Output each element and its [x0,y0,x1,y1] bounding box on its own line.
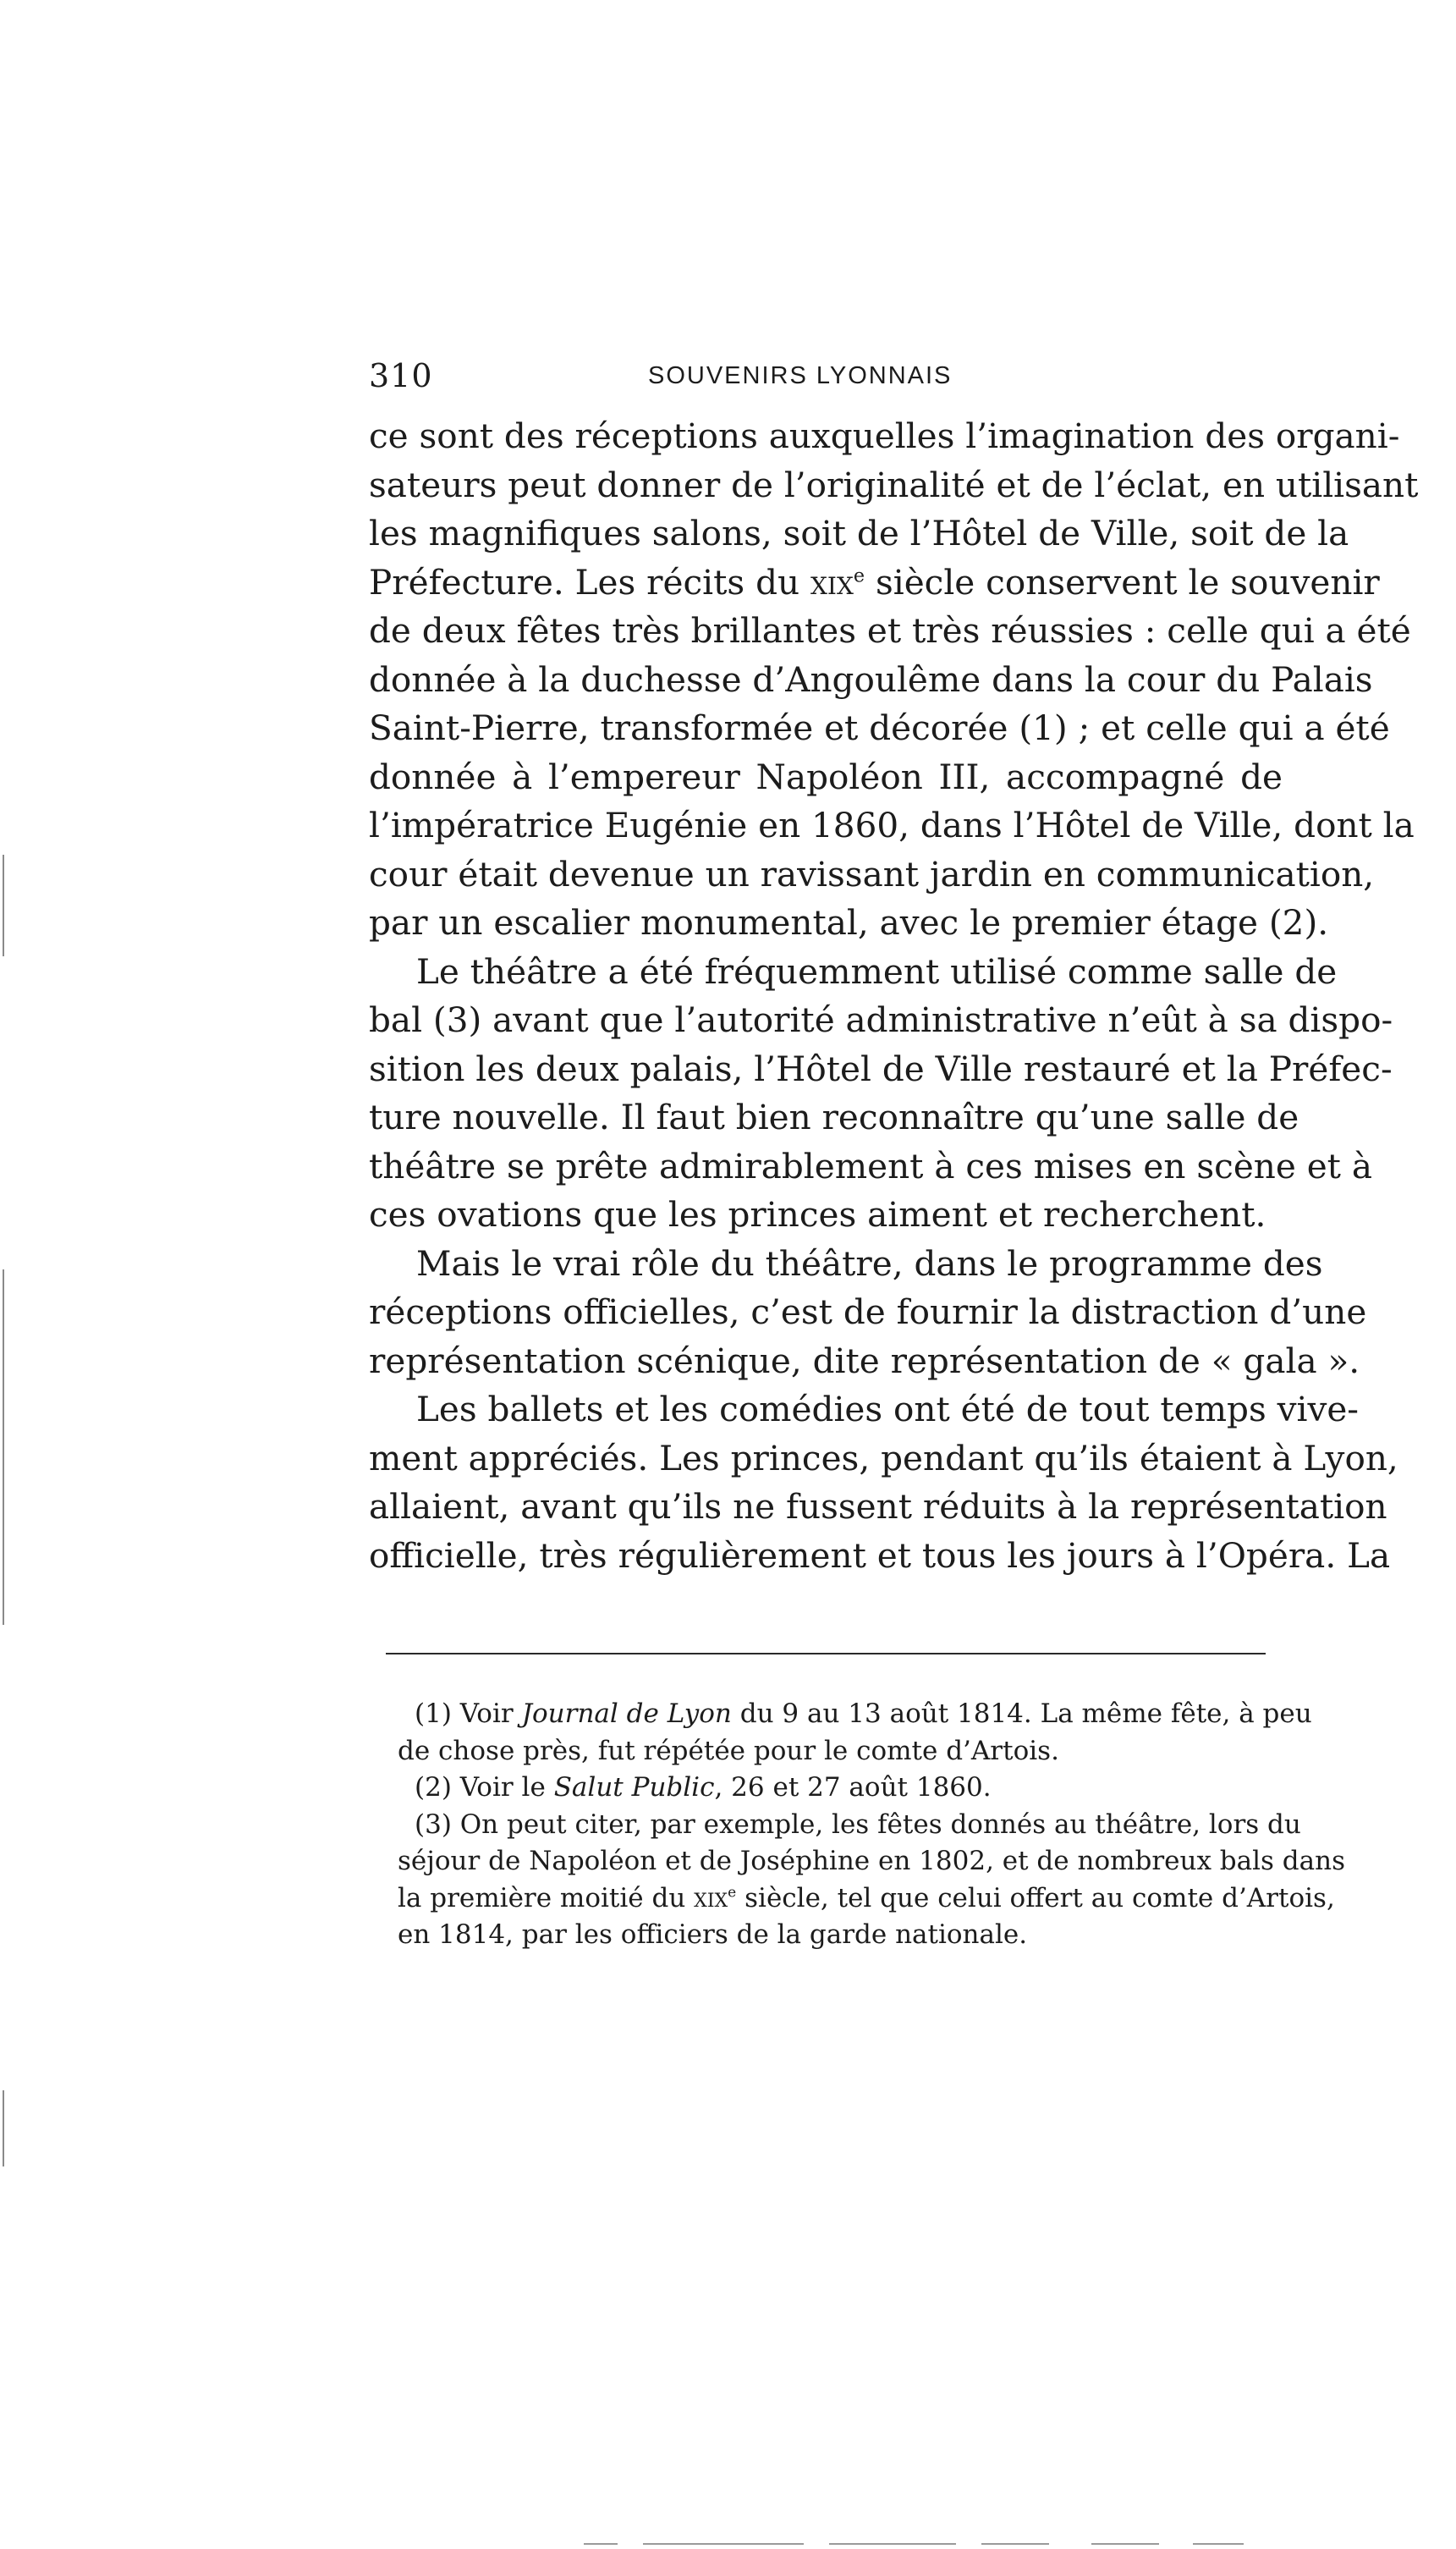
scan-bottom-artifact [981,2543,1049,2545]
text-line: Les ballets et les comédies ont été de tout temps vive- [416,1389,1359,1429]
text-line: par un escalier monumental, avec le premier étage (2). [369,902,1329,943]
running-title: SOUVENIRS LYONNAIS [648,362,953,389]
text-line: représentation scénique, dite représentation de « gala ». [369,1340,1360,1381]
text-line: donnée à la duchesse d’Angoulême dans la cour du Palais [369,658,1373,700]
paragraph-4 [369,1385,1398,1580]
footnote-line: séjour de Napoléon et de Joséphine en 1802, et de nombreux bals dans [398,1846,1346,1876]
text-line: sateurs peut donner de l’originalité et de l’éclat, en utilisant [369,464,1419,505]
cited-title: Journal de Lyon [521,1698,732,1729]
cited-title: Salut Public [553,1772,715,1803]
century-numeral: xix [810,561,854,603]
paragraph-3 [369,1240,1367,1386]
text-line: de deux fêtes très brillantes et très réussies : celle qui a été [369,610,1411,651]
text-line: allaient, avant qu’ils ne fussent réduits à la représentation [369,1486,1387,1527]
text-line: réceptions officielles, c’est de fournir la distraction d’une [369,1291,1367,1332]
century-numeral: xix [694,1882,728,1913]
scan-bottom-artifact [1091,2543,1159,2545]
scan-bottom-artifact [1193,2543,1244,2545]
text-line: l’impératrice Eugénie en 1860, dans l’Hôtel de Ville, dont la [369,805,1415,845]
footnote-1 [398,1696,1312,1770]
footnote-line: en 1814, par les officiers de la garde nationale. [398,1919,1028,1950]
footnote-line: la première moitié du xix$^e$ siècle, tel que celui offert au comte d’Artois, [398,1882,1335,1913]
text-line: Mais le vrai rôle du théâtre, dans le programme des [416,1242,1323,1284]
text-line: théâtre se prête admirablement à ces mises en scène et à [369,1145,1372,1186]
paragraph-2 [369,948,1393,1240]
paragraph-1 [369,412,1419,948]
scan-bottom-artifact [643,2543,804,2545]
scan-edge-mark [3,2090,4,2166]
footnote-line: (2) Voir le Salut Public, 26 et 27 août 1860. [415,1772,992,1803]
text-line: ce sont des réceptions auxquelles l’imagination des organi- [369,416,1400,456]
text-line: les magnifiques salons, soit de l’Hôtel de Ville, soit de la [369,513,1349,553]
footnotes [398,1696,1346,1954]
footnote-line: (3) On peut citer, par exemple, les fêtes donnés au théâtre, lors du [415,1809,1301,1840]
text-line: Préfecture. Les récits du xix$^e$ siècle conservent le souvenir [369,561,1380,603]
text-line: donnée à l’empereur Napoléon III, accompagné de [369,756,1283,797]
footnote-rule [386,1653,1266,1654]
text-line: ment appréciés. Les princes, pendant qu’ils étaient à Lyon, [369,1437,1398,1478]
text-line: Le théâtre a été fréquemment utilisé comme salle de [416,950,1338,992]
text-line: bal (3) avant que l’autorité administrative n’eût à sa dispo- [369,999,1393,1040]
page-header [369,350,1283,401]
scan-bottom-artifact [584,2543,618,2545]
text-line: sition les deux palais, l’Hôtel de Ville restauré et la Préfec- [369,1048,1393,1089]
text-line: officielle, très régulièrement et tous les jours à l’Opéra. La [369,1534,1391,1576]
scan-bottom-artifact [829,2543,956,2545]
text-line: cour était devenue un ravissant jardin en communication, [369,853,1375,895]
body-text [369,412,1419,1580]
footnote-2 [398,1770,1283,1807]
footnote-3 [398,1807,1346,1954]
text-line: Saint-Pierre, transformée et décorée (1) ; et celle qui a été [369,707,1390,748]
text-line: ture nouvelle. Il faut bien reconnaître qu’une salle de [369,1097,1299,1137]
text-line: ces ovations que les princes aiment et recherchent. [369,1194,1266,1235]
scan-edge-mark [3,1269,4,1625]
footnote-line: de chose près, fut répétée pour le comte d’Artois. [398,1735,1059,1766]
scan-edge-mark [3,855,4,956]
page-number: 310 [369,357,433,394]
footnote-line: (1) Voir Journal de Lyon du 9 au 13 août 1814. La même fête, à peu [415,1698,1312,1729]
